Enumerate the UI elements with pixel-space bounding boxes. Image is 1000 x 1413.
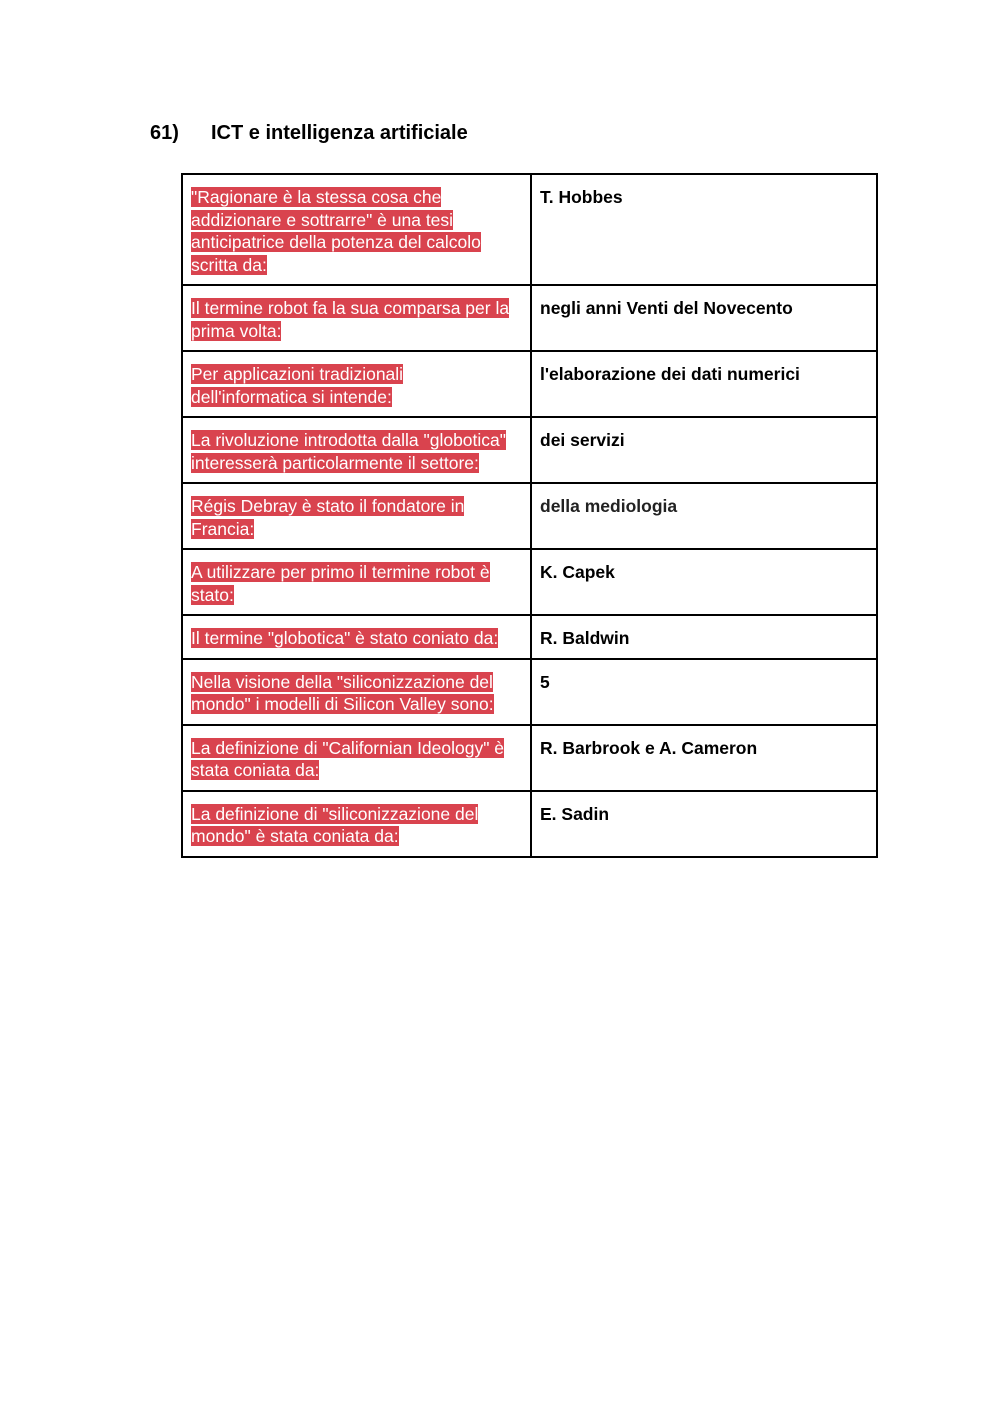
answer-cell: negli anni Venti del Novecento — [531, 285, 877, 351]
question-cell — [182, 285, 531, 351]
question-text: Régis Debray è stato il fondatore in Francia: — [191, 496, 465, 539]
table-row — [182, 659, 877, 725]
table-row — [182, 174, 877, 285]
question-text: A utilizzare per primo il termine robot è stato: — [191, 562, 490, 605]
question-text: Il termine "globotica" è stato coniato da: — [191, 628, 499, 648]
question-cell — [182, 725, 531, 791]
answer-cell: R. Barbrook e A. Cameron — [531, 725, 877, 791]
qa-table — [181, 173, 878, 858]
table-row — [182, 549, 877, 615]
table-row — [182, 483, 877, 549]
answer-cell: dei servizi — [531, 417, 877, 483]
question-text: La rivoluzione introdotta dalla "globotica" interesserà particolarmente il settore: — [191, 430, 506, 473]
question-cell — [182, 615, 531, 659]
question-text: Il termine robot fa la sua comparsa per la prima volta: — [191, 298, 510, 341]
answer-cell: l'elaborazione dei dati numerici — [531, 351, 877, 417]
table-row — [182, 351, 877, 417]
answer-cell: K. Capek — [531, 549, 877, 615]
question-text: Nella visione della "siliconizzazione del mondo" i modelli di Silicon Valley sono: — [191, 671, 494, 714]
answer-cell: 5 — [531, 659, 877, 725]
question-cell — [182, 174, 531, 285]
question-text: La definizione di "Californian Ideology" è stata coniata da: — [191, 737, 505, 780]
table-row — [182, 417, 877, 483]
answer-cell: della mediologia — [531, 483, 877, 549]
table-row — [182, 285, 877, 351]
table-row — [182, 791, 877, 857]
question-cell — [182, 659, 531, 725]
table-row — [182, 615, 877, 659]
question-cell — [182, 351, 531, 417]
question-text: "Ragionare è la stessa cosa che addizionare e sottrarre" è una tesi anticipatrice della potenza del calcolo scritta da: — [191, 187, 481, 275]
answer-cell: T. Hobbes — [531, 174, 877, 285]
question-cell — [182, 417, 531, 483]
section-title: ICT e intelligenza artificiale — [211, 122, 468, 144]
section-heading — [150, 120, 468, 146]
question-cell — [182, 791, 531, 857]
question-text: La definizione di "siliconizzazione del mondo" è stata coniata da: — [191, 803, 479, 846]
question-text: Per applicazioni tradizionali dell'informatica si intende: — [191, 364, 404, 407]
table-row — [182, 725, 877, 791]
question-cell — [182, 483, 531, 549]
answer-cell: R. Baldwin — [531, 615, 877, 659]
question-cell — [182, 549, 531, 615]
answer-cell: E. Sadin — [531, 791, 877, 857]
section-number: 61) — [150, 122, 179, 144]
